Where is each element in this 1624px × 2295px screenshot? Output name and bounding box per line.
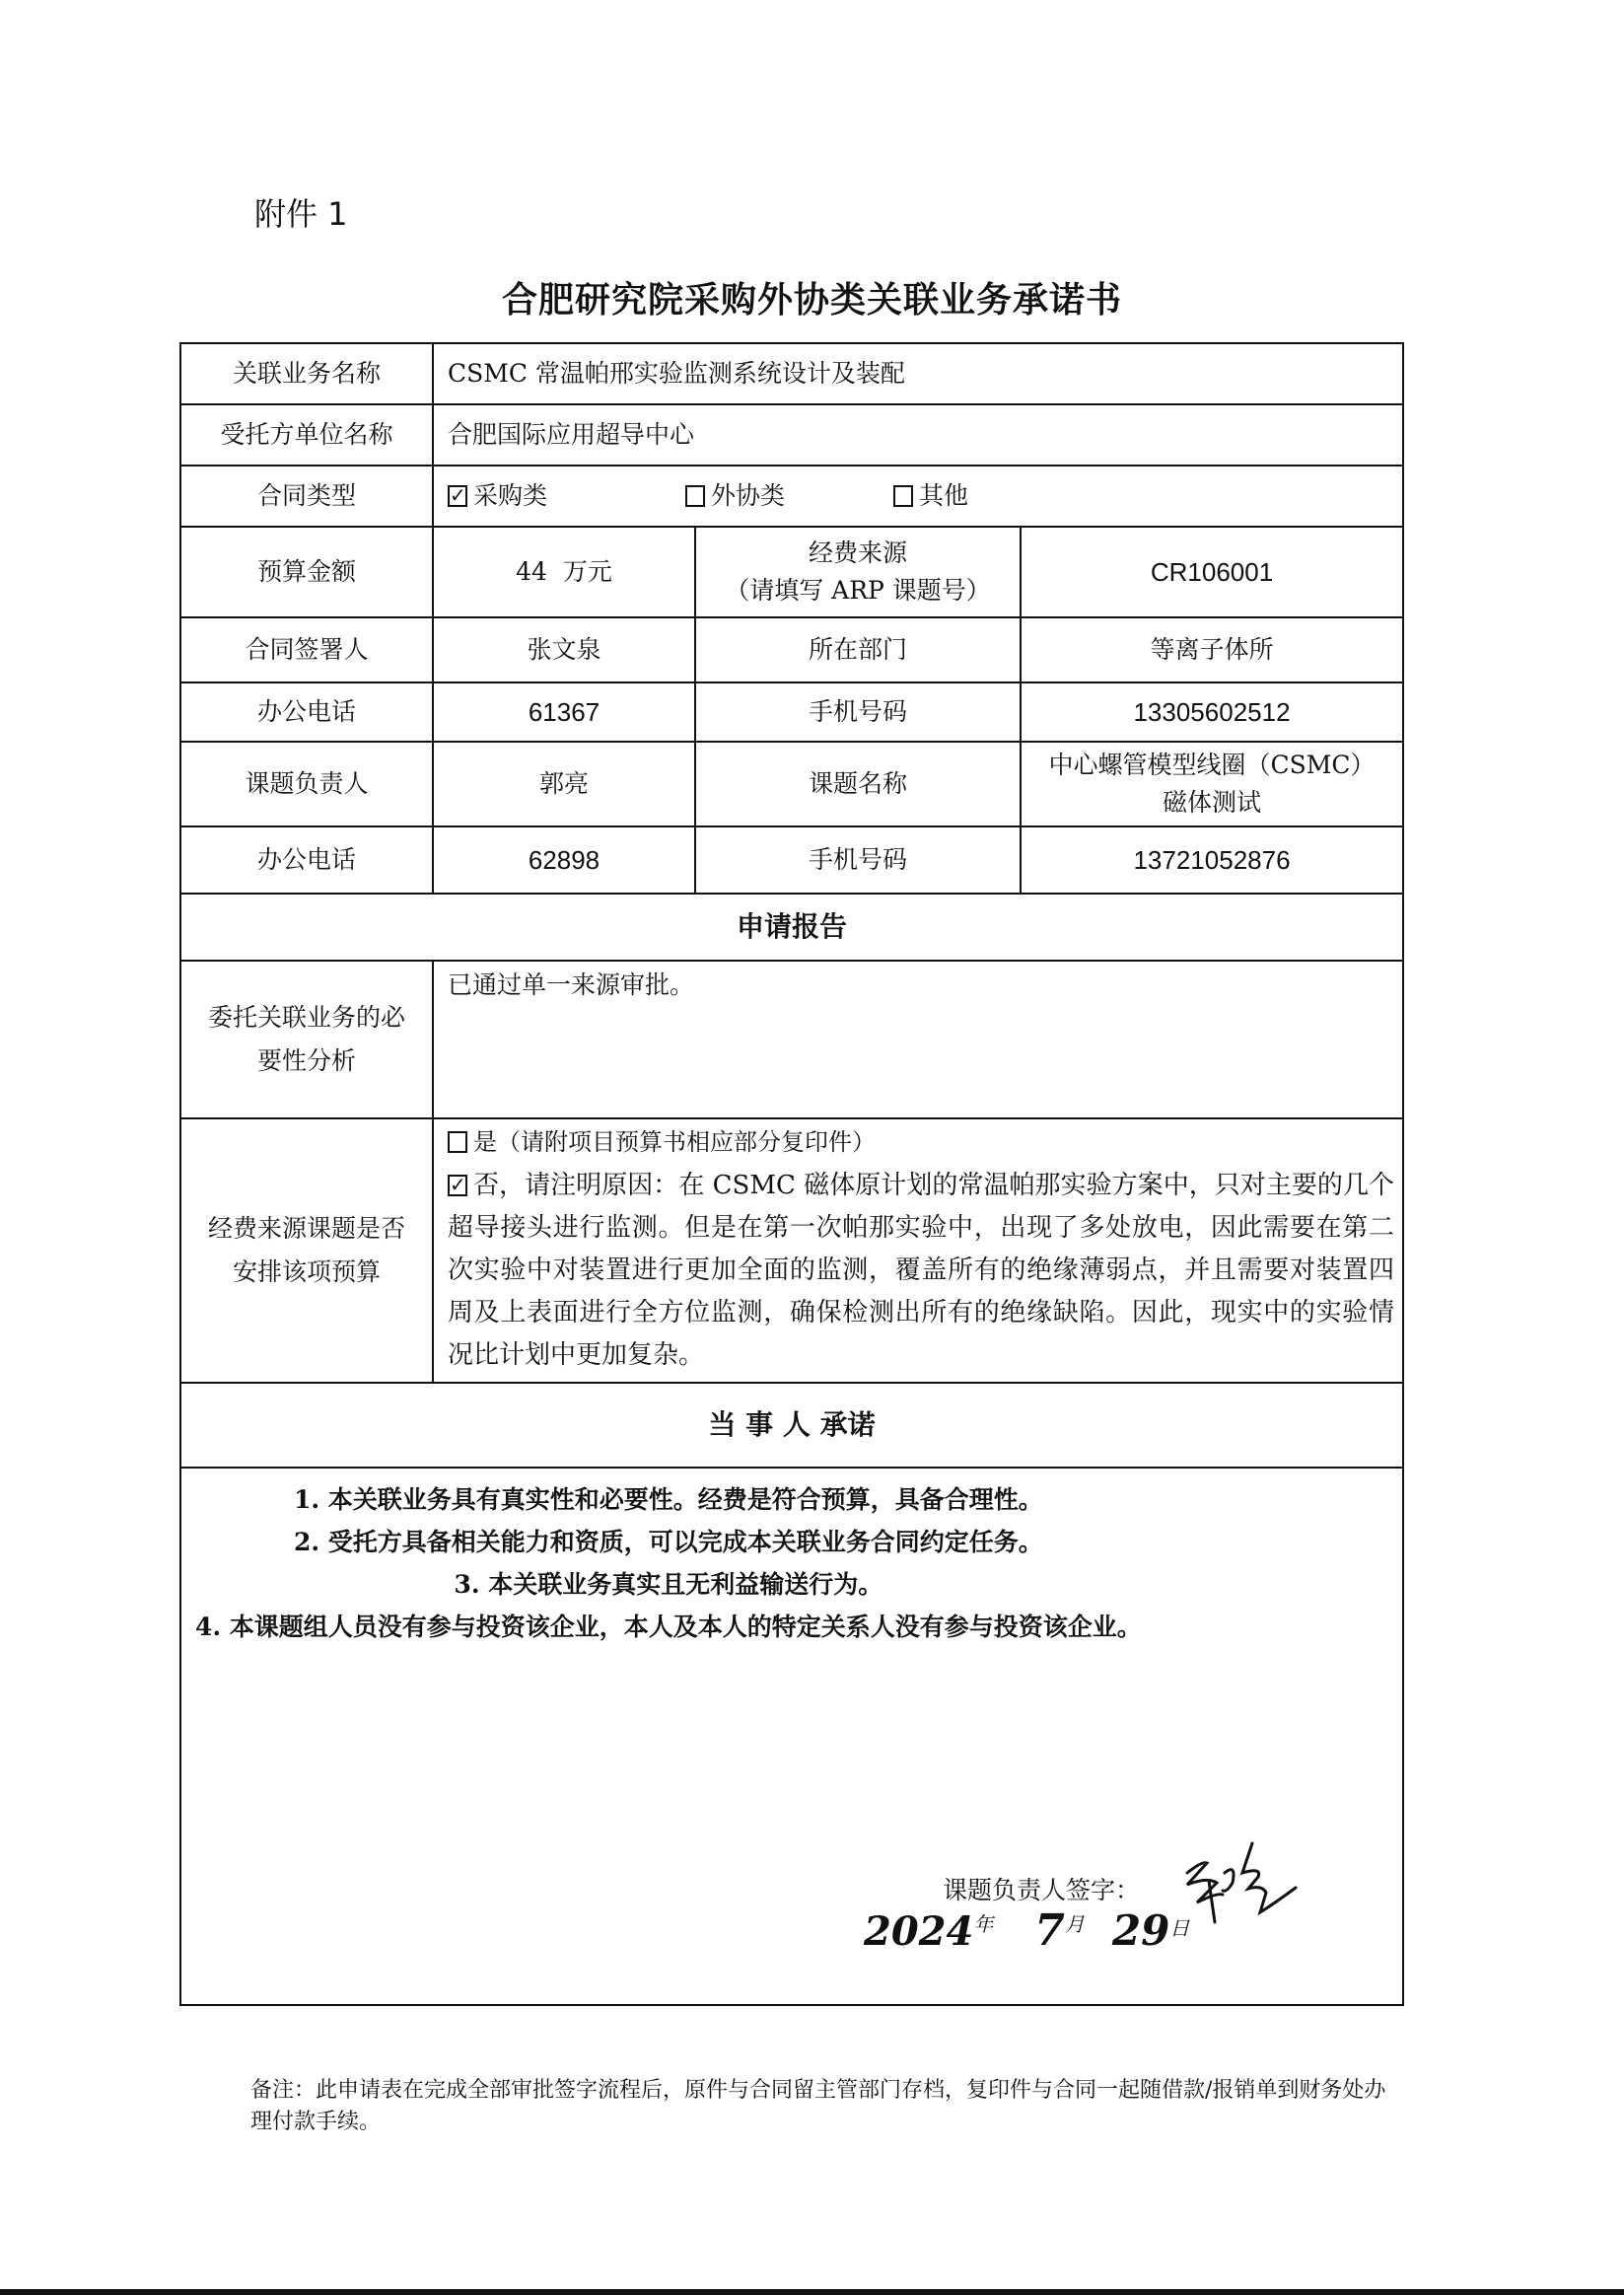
contract-type-options	[434, 466, 1402, 528]
contract-type-option-other[interactable]	[893, 476, 968, 516]
signer-value: 张文泉	[434, 618, 696, 683]
necessity-label	[181, 962, 434, 1119]
entrusted-unit-value: 合肥国际应用超导中心	[434, 405, 1402, 466]
office-phone-value-1: 61367	[434, 683, 696, 743]
signature-date	[864, 1904, 1189, 1957]
budget-value: 44 万元	[434, 528, 696, 618]
project-name-value-line2: 磁体测试	[1162, 788, 1261, 817]
office-phone-value-2: 62898	[434, 827, 696, 895]
mobile-value-2: 13721052876	[1022, 827, 1402, 895]
checkbox-unchecked-icon[interactable]	[893, 485, 913, 507]
office-phone-label-2: 办公电话	[181, 827, 434, 895]
checkbox-checked-icon[interactable]	[448, 1175, 467, 1196]
project-leader-value: 郭亮	[434, 743, 696, 827]
commitment-item: 1. 本关联业务具有真实性和必要性。经费是符合预算，具备合理性。	[294, 1485, 1043, 1514]
budget-arranged-label-line1: 经费来源课题是否	[207, 1214, 405, 1243]
fund-source-label	[696, 528, 1022, 618]
yes-option-label: 是（请附项目预算书相应部分复印件）	[473, 1128, 876, 1156]
commitment-form-table	[179, 342, 1404, 2006]
department-label: 所在部门	[696, 618, 1022, 683]
contract-type-option-purchase[interactable]	[448, 476, 547, 516]
application-report-header: 申请报告	[181, 895, 1402, 962]
yes-option[interactable]	[448, 1121, 1394, 1164]
date-year: 2024	[864, 1908, 974, 1955]
commitment-body	[181, 1469, 1402, 2004]
commitment-item: 3. 本关联业务真实且无利益输送行为。	[454, 1570, 883, 1599]
commitment-item: 4. 本课题组人员没有参与投资该企业，本人及本人的特定关系人没有参与投资该企业。	[195, 1613, 1142, 1641]
contract-type-option-label: 外协类	[711, 481, 786, 510]
business-name-value: CSMC 常温帕邢实验监测系统设计及装配	[434, 344, 1402, 405]
date-month: 7	[1034, 1905, 1065, 1956]
necessity-value: 已通过单一来源审批。	[434, 962, 1402, 1119]
budget-arranged-label	[181, 1119, 434, 1384]
commitment-header: 当 事 人 承诺	[181, 1384, 1402, 1469]
attachment-label: 附件 1	[254, 195, 348, 233]
contract-type-option-label: 其他	[919, 481, 969, 510]
checkbox-unchecked-icon[interactable]	[685, 485, 705, 507]
entrusted-unit-label: 受托方单位名称	[181, 405, 434, 466]
commitment-items	[195, 1478, 1142, 1648]
checkbox-unchecked-icon[interactable]	[448, 1131, 467, 1153]
fund-source-label-line2: （请填写 ARP 课题号）	[725, 576, 991, 605]
budget-label: 预算金额	[181, 528, 434, 618]
mobile-value-1: 13305602512	[1022, 683, 1402, 743]
scan-edge-bar	[0, 2289, 1624, 2295]
signer-label: 合同签署人	[181, 618, 434, 683]
necessity-label-line2: 要性分析	[256, 1046, 356, 1075]
necessity-label-line1: 委托关联业务的必	[207, 1003, 405, 1032]
project-name-value	[1022, 743, 1402, 827]
fund-source-label-line1: 经费来源	[808, 538, 907, 567]
department-value: 等离子体所	[1022, 618, 1402, 683]
project-leader-label: 课题负责人	[181, 743, 434, 827]
budget-arranged-value	[434, 1119, 1402, 1384]
contract-type-label: 合同类型	[181, 466, 434, 528]
budget-arranged-label-line2: 安排该项预算	[232, 1257, 381, 1286]
fund-source-value: CR106001	[1022, 528, 1402, 618]
date-month-unit: 月	[1064, 1912, 1085, 1936]
document-title: 合肥研究院采购外协类关联业务承诺书	[501, 280, 1122, 321]
checkbox-checked-icon[interactable]	[448, 485, 467, 507]
project-name-label: 课题名称	[696, 743, 1022, 827]
business-name-label: 关联业务名称	[181, 344, 434, 405]
office-phone-label-1: 办公电话	[181, 683, 434, 743]
contract-type-option-outsourcing[interactable]	[685, 476, 785, 516]
commitment-item: 2. 受托方具备相关能力和资质，可以完成本关联业务合同约定任务。	[294, 1528, 1043, 1556]
no-option-label: 否，请注明原因：在 CSMC 磁体原计划的常温帕那实验方案中，只对主要的几个超导接头进行监测。但是在第一次帕那实验中，出现了多处放电，因此需要在第二次实验中对装置进行更加全面的监测，覆盖所有的绝缘薄弱点，并且需要对装置四周及上表面进行全方位监测，确保检测出所有的绝缘缺陷。因此，现实中的实验情况比计划中更加复杂。	[448, 1171, 1394, 1370]
contract-type-option-label: 采购类	[473, 481, 548, 510]
date-day: 29	[1111, 1906, 1170, 1955]
date-year-unit: 年	[973, 1912, 994, 1936]
footnote: 备注：此申请表在完成全部审批签字流程后，原件与合同留主管部门存档，复印件与合同一起随借款/报销单到财务处办理付款手续。	[250, 2078, 1386, 2134]
date-day-unit: 日	[1169, 1916, 1190, 1940]
mobile-label-1: 手机号码	[696, 683, 1022, 743]
project-name-value-line1: 中心螺管模型线圈（CSMC）	[1048, 751, 1376, 779]
no-option[interactable]	[448, 1165, 1394, 1377]
mobile-label-2: 手机号码	[696, 827, 1022, 895]
signature-label: 课题负责人签字：	[943, 1876, 1141, 1904]
